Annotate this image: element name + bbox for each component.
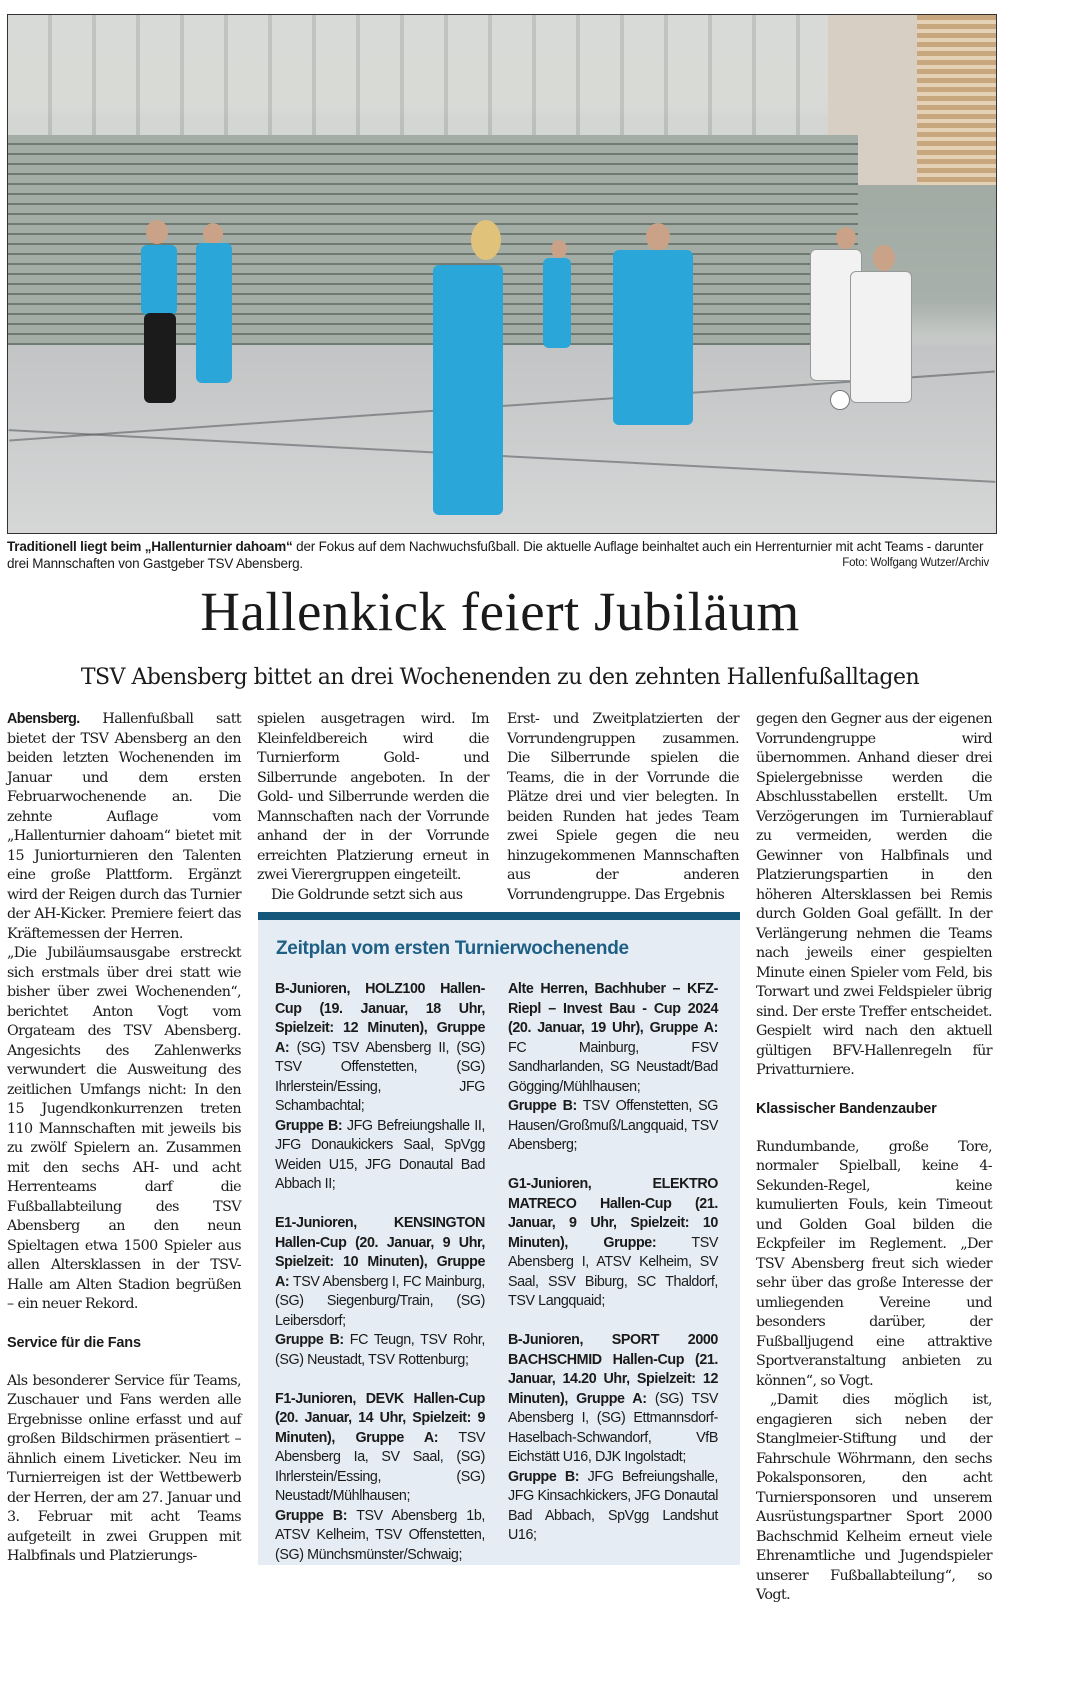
player-white bbox=[850, 271, 912, 403]
schedule-infobox bbox=[258, 912, 740, 1565]
group-teams: TSV Abensberg 1b, ATSV Kelheim, TSV Offenstetten, (SG) Münchsmünster/Schwaig; bbox=[275, 1507, 485, 1563]
group-label: Gruppe: bbox=[603, 1234, 657, 1251]
player-head bbox=[836, 227, 856, 249]
group-label: Gruppe B: bbox=[275, 1332, 344, 1348]
referee-legs bbox=[144, 313, 176, 403]
schedule-entry bbox=[275, 1214, 485, 1370]
schedule-entry bbox=[508, 980, 718, 1156]
photo-credit: Foto: Wolfgang Wutzer/Archiv bbox=[842, 557, 989, 569]
caption-lead: Traditionell liegt beim „Hallenturnier dahoam“ bbox=[7, 539, 293, 554]
wood-slats bbox=[917, 15, 996, 185]
paragraph: gegen den Gegner aus der eigenen Vorrundengruppe wird übernommen. Anhand dieser drei Spielergebnisse werden die Abschlusstabellen erstellt. Um Verzögerungen im Turnierablauf zu vermeiden, werden die Gewinner von Halbfinals und Platzierungspartien in den höheren Altersklassen bei Remis durch Golden Goal gefällt. In der Verlängerung nehmen die Teams nach jeweils einer gespielten Minute einen Spieler vom Feld, bis Torwart und zwei Feldspieler übrig sind. Der erste Treffer entscheidet. Gespielt wird nach den aktuell gültigen BFV-Hallenregeln für Privatturniere. bbox=[756, 711, 992, 1078]
group-teams: TSV Offenstetten, SG Hausen/Großmuß/Langquaid, TSV Abensberg; bbox=[508, 1098, 718, 1153]
headline: Hallenkick feiert Jubiläum bbox=[200, 581, 800, 642]
infobox-column-right bbox=[508, 980, 718, 1565]
article-photo bbox=[7, 14, 997, 534]
caption-text: der Fokus auf dem Nachwuchsfußball. Die aktuelle Auflage beinhaltet auch ein Herrenturnier mit acht Teams - darunter drei Mannschaften von Gastgeber TSV Abensberg. bbox=[7, 539, 984, 571]
schedule-entry bbox=[508, 1175, 718, 1312]
entry-title: E1-Junioren, KENSINGTON Hallen-Cup (20. Januar, 9 Uhr, Spielzeit: 10 Minuten), bbox=[275, 1215, 485, 1270]
referee-head bbox=[146, 220, 168, 244]
player-head bbox=[203, 223, 223, 245]
football bbox=[830, 390, 850, 410]
paragraph: spielen ausgetragen wird. Im Kleinfeldbereich wird die Turnierform Gold- und Silberrunde angeboten. In der Gold- und Silberrunde werden die Mannschaften nach der Vorrunde anhand der in der Vorrunde erreichten Platzierung erneut in zwei Vierergruppen eingeteilt. bbox=[257, 711, 489, 883]
infobox-title: Zeitplan vom ersten Turnierwochenende bbox=[276, 938, 629, 959]
paragraph: „Die Jubiläumsausgabe erstreckt sich erstmals über drei statt wie bisher über zwei Wochenenden“, berichtet Anton Vogt vom Orgateam des TSV Abensberg. Angesichts des Zahlenwerks verwundert die Ausweitung des zeitlichen Umfangs nicht: In den 15 Jugendkonkurrenzen treten 110 Mannschaften mit jeweils bis zu zwölf Spielern an. Zusammen mit den sechs AH- und acht Herrenteams darf die Fußballabteilung des TSV Abensberg an den neun Spieltagen etwa 1500 Spieler aus allen Altersklassen in der TSV-Halle am Alten Stadion begrüßen – ein neuer Rekord. bbox=[7, 945, 241, 1312]
dateline: Abensberg. bbox=[7, 711, 80, 727]
paragraph: Erst- und Zweitplatzierten der Vorrundengruppen zusammen. Die Silberrunde spielen die Teams, die in der Vorrunde die Plätze drei und vier belegten. In beiden Runden hat jedes Team zwei Spiele gegen die neu hinzugekommenen Mannschaften aus der anderen Vorrundengruppe. Das Ergebnis bbox=[507, 711, 739, 903]
group-label: Gruppe B: bbox=[275, 1117, 343, 1134]
group-teams: TSV Abensberg I, FC Mainburg, (SG) Siegenburg/Train, (SG) Leibersdorf; bbox=[275, 1273, 485, 1329]
article-column-4 bbox=[756, 710, 992, 1606]
paragraph: Rundumbande, große Tore, normaler Spielball, keine 4-Sekunden-Regel, keine kumulierten Fouls, kein Timeout und Golden Goal bilden die Eckpfeiler im Reglement. „Der TSV Abensberg freut sich wieder sehr über das große Interesse der umliegenden Vereine und besonders darüber, der Fußballjugend eine attraktive Sportveranstaltung anbieten zu können“, so Vogt. bbox=[756, 1138, 992, 1389]
group-teams: JFG Befreiungshalle, JFG Kinsachkickers, JFG Donautal Bad Abbach, SpVgg Landshut U16; bbox=[508, 1468, 718, 1543]
player-head bbox=[873, 245, 895, 271]
group-label: Gruppe A: bbox=[275, 1020, 485, 1056]
article-column-2 bbox=[257, 710, 489, 905]
entry-title: F1-Junioren, DEVK Hallen-Cup (20. Januar, 14 Uhr, Spielzeit: 9 Minuten), bbox=[275, 1390, 485, 1446]
group-teams: (SG) TSV Abensberg I, (SG) Ettmannsdorf-Haselbach-Schwandorf, VfB Eichstätt U16, DJK Ingolstadt; bbox=[508, 1390, 719, 1465]
photo-caption bbox=[7, 538, 995, 572]
group-teams: (SG) TSV Abensberg II, (SG) TSV Offenstetten, (SG) Ihrlerstein/Essing, JFG Schambachtal; bbox=[275, 1039, 485, 1114]
player-head bbox=[471, 220, 501, 260]
article-column-3 bbox=[507, 710, 739, 905]
group-label: Gruppe B: bbox=[508, 1098, 577, 1114]
player-blue bbox=[196, 243, 232, 383]
schedule-entry bbox=[275, 980, 485, 1195]
paragraph: Hallenfußball satt bietet der TSV Abensberg an den beiden letzten Wochenenden im Januar und dem ersten Februarwochenende an. Die zehnte Auflage vom „Hallenturnier dahoam“ bietet mit 15 Juniorturnieren den Talenten eine große Plattform. Ergänzt wird der Reigen durch das Turnier der AH-Kicker. Premiere feiert das Kräftemessen der Herren. bbox=[7, 711, 241, 942]
group-teams: JFG Befreiungshalle II, JFG Donaukickers Saal, SpVgg Weiden U15, JFG Donautal Bad Abbach II; bbox=[275, 1117, 486, 1192]
player-blue-12 bbox=[433, 265, 503, 515]
group-teams: TSV Abensberg Ia, SV Saal, (SG) Ihrlerstein/Essing, (SG) Neustadt/Mühlhausen; bbox=[275, 1429, 485, 1504]
group-label: Gruppe A: bbox=[355, 1429, 439, 1446]
paragraph: Als besonderer Service für Teams, Zuschauer und Fans werden alle Ergebnisse online erfasst und auf großen Bildschirmen präsentiert – ähnlich einem Liveticker. Neu im Turnierreigen ist der Wettbewerb der Herren, der am 27. Januar und 3. Februar mit acht Teams aufgeteilt in zwei Gruppen mit Halbfinals und Platzierungs- bbox=[7, 1372, 241, 1564]
group-teams: FC Mainburg, FSV Sandharlanden, SG Neustadt/Bad Gögging/Mühlhausen; bbox=[508, 1039, 718, 1095]
schedule-entry bbox=[275, 1390, 485, 1566]
group-label: Gruppe A: bbox=[649, 1020, 718, 1036]
section-subhead: Service für die Fans bbox=[7, 1334, 141, 1351]
group-teams: TSV Abensberg I, ATSV Kelheim, SV Saal, SSV Biburg, SC Thaldorf, TSV Langquaid; bbox=[508, 1234, 718, 1309]
player-head bbox=[646, 223, 670, 251]
entry-title: B-Junioren, HOLZ100 Hallen-Cup (19. Januar, 18 Uhr, Spielzeit: 12 Minuten), bbox=[275, 981, 485, 1036]
article-column-1 bbox=[7, 710, 241, 1567]
referee bbox=[141, 245, 177, 315]
player-blue bbox=[543, 258, 571, 348]
entry-title: B-Junioren, SPORT 2000 BACHSCHMID Hallen-Cup (21. Januar, 14.20 Uhr, Spielzeit: 12 Minuten), bbox=[508, 1332, 718, 1407]
group-label: Gruppe A: bbox=[275, 1254, 485, 1290]
entry-title: Alte Herren, Bachhuber – KFZ-Riepl – Invest Bau - Cup 2024 (20. Januar, 19 Uhr), bbox=[508, 981, 718, 1036]
group-label: Gruppe B: bbox=[275, 1507, 348, 1524]
group-teams: FC Teugn, TSV Rohr, (SG) Neustadt, TSV Rottenburg; bbox=[275, 1332, 485, 1368]
infobox-column-left bbox=[275, 980, 485, 1585]
group-label: Gruppe A: bbox=[576, 1390, 647, 1407]
group-label: Gruppe B: bbox=[508, 1468, 580, 1485]
entry-title: G1-Junioren, ELEKTRO MATRECO Hallen-Cup (21. Januar, 9 Uhr, Spielzeit: 10 Minuten), bbox=[508, 1176, 718, 1251]
player-head bbox=[551, 240, 567, 258]
paragraph: „Damit dies möglich ist, engagieren sich neben der Stanglmeier-Stiftung und der Fahrschule Wöhrmann, den sechs Pokalsponsoren, den acht Turniersponsoren und unserem Ausrüstungspartner Sport 2000 Bachschmid Kelheim erneut viele Ehrenamtliche und Jugendspieler unserer Fußballabteilung“, so Vogt. bbox=[756, 1392, 992, 1603]
player-blue-4 bbox=[613, 250, 693, 425]
section-subhead: Klassischer Bandenzauber bbox=[756, 1100, 937, 1117]
schedule-entry bbox=[508, 1331, 718, 1546]
paragraph: Die Goldrunde setzt sich aus bbox=[271, 886, 463, 903]
subheadline: TSV Abensberg bittet an drei Wochenenden zu den zehnten Hallenfußalltagen bbox=[80, 665, 920, 690]
